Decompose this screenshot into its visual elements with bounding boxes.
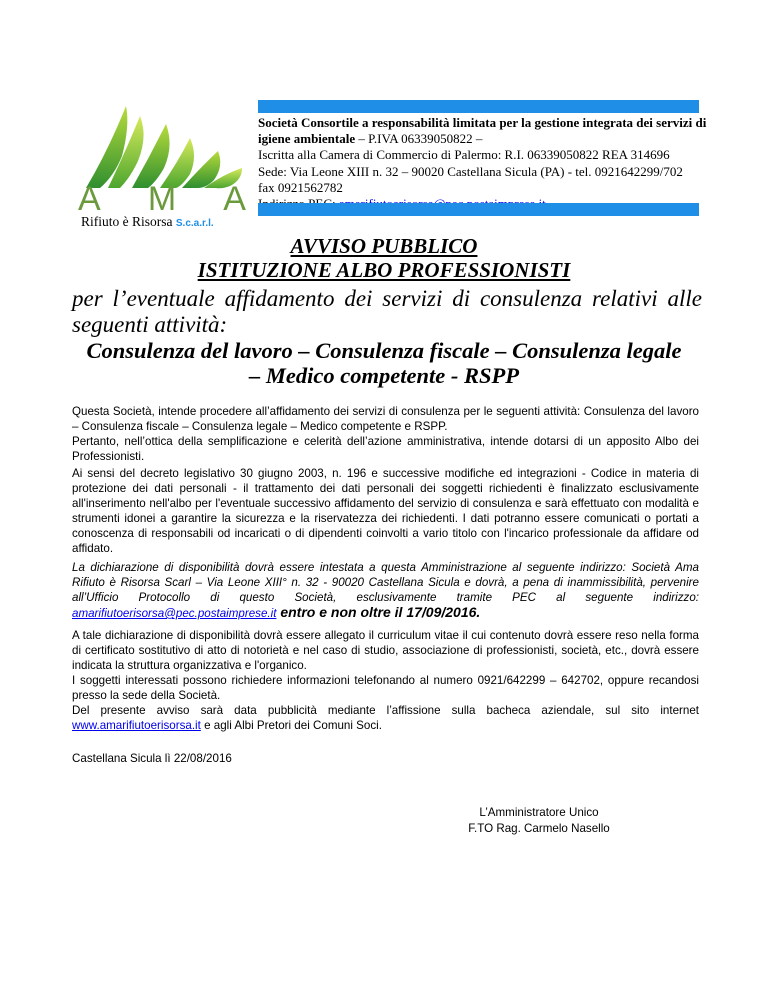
- deadline-text: entro e non oltre il 17/09/2016.: [276, 604, 481, 620]
- notice-purpose: per l’eventuale affidamento dei servizi di consulenza relativi alle seguenti attività:: [72, 286, 702, 337]
- paragraph-intro: [72, 404, 699, 464]
- paragraph-requirements: [72, 628, 699, 733]
- company-fax: fax 0921562782: [258, 179, 343, 195]
- website-link[interactable]: www.amarifiutoerisorsa.it: [72, 719, 201, 732]
- paragraph-text: I soggetti interessati possono richiedere informazioni telefonando al numero 0921/642299 – 642702, oppure recandosi presso la sede della Società.: [72, 674, 699, 702]
- logo-letter: A: [223, 180, 248, 218]
- logo-tagline-text: Rifiuto è Risorsa: [81, 214, 173, 229]
- signatory-role: L’Amministratore Unico: [479, 806, 599, 819]
- submission-email-link[interactable]: amarifiutoerisorsa@pec.postaimprese.it: [72, 607, 277, 620]
- logo-tagline: [81, 214, 214, 230]
- signatory-name: F.TO Rag. Carmelo Nasello: [468, 822, 610, 835]
- page-title: AVVISO PUBBLICO: [290, 234, 478, 258]
- paragraph-text: [72, 703, 699, 733]
- paragraph-text: La dichiarazione di disponibilità dovrà essere intestata a questa Amministrazione al seguente indirizzo: Società Ama Rifiuto è Risorsa Scarl – Via Leone XIII° n. 32 - 90020 Castellana Sicula e dovrà, a pena di inammissibilità, pervenire all’Ufficio Protocollo di questo Società, esclusivamente tramite PEC al seguente indirizzo:: [72, 561, 699, 604]
- services-list: [60, 338, 708, 388]
- services-line: Consulenza del lavoro – Consulenza fiscale – Consulenza legale: [86, 338, 682, 363]
- paragraph-text: Questa Società, intende procedere all’affidamento dei servizi di consulenza per le seguenti attività: Consulenza del lavoro – Consulenza fiscale – Consulenza legale – Medico competente e RSPP.: [72, 405, 699, 433]
- logo-tagline-suffix: S.c.a.r.l.: [175, 218, 214, 229]
- company-line: [258, 131, 718, 147]
- company-address: Sede: Via Leone XIII n. 32 – 90020 Castellana Sicula (PA) - tel. 0921642299/702: [258, 163, 683, 179]
- header-bottom-bar: [258, 203, 699, 216]
- paragraph-text: A tale dichiarazione di disponibilità dovrà essere allegato il curriculum vitae il cui contenuto dovrà essere reso nella forma di certificato sostitutivo di atto di notorietà e nel caso di studio, associazione di professionisti, società, etc., dovrà essere indicata la struttura organizzativa e l'organico.: [72, 629, 699, 672]
- services-line: – Medico competente - RSPP: [249, 363, 519, 388]
- logo-letter: A: [78, 180, 103, 218]
- company-vat: – P.IVA 06339050822 –: [358, 131, 483, 147]
- header-top-bar: [258, 100, 699, 113]
- place-date: Castellana Sicula lì 22/08/2016: [72, 752, 232, 765]
- paragraph-submission: [72, 560, 699, 621]
- company-registry: Iscritta alla Camera di Commercio di Palermo: R.I. 06339050822 REA 314696: [258, 147, 670, 163]
- company-line: Società Consortile a responsabilità limitata per la gestione integrata dei servizi di: [258, 115, 707, 130]
- page-subtitle-heading: ISTITUZIONE ALBO PROFESSIONISTI: [197, 258, 571, 282]
- publicity-text-end: e agli Albi Pretori dei Comuni Soci.: [200, 719, 382, 732]
- paragraph-privacy: Ai sensi del decreto legislativo 30 giugno 2003, n. 196 e successive modifiche ed integrazioni - Codice in materia di protezione dei dati personali - il trattamento dei dati personali dei soggetti richiedenti è finalizzato esclusivamente all'inserimento nell'albo per l'eventuale successivo affidamento del servizio di consulenza e sarà effettuato con modalità e strumenti idonei a garantire la sicurezza e la riservatezza dei richiedenti. I dati potranno essere comunicati o portati a conoscenza di responsabili od incaricati o di dipendenti coinvolti a vario titolo con l'incarico professionale da affidare od affidato.: [72, 467, 699, 555]
- ama-logo: [78, 96, 248, 236]
- company-activity: igiene ambientale: [258, 131, 356, 147]
- publicity-text: Del presente avviso sarà data pubblicità mediante l’affissione sulla bacheca aziendale, sul sito internet: [72, 704, 699, 717]
- company-info: [258, 115, 718, 212]
- logo-letter: M: [147, 180, 179, 218]
- signature-block: [444, 805, 634, 837]
- paragraph-text: Pertanto, nell’ottica della semplificazione e celerità dell’azione amministrativa, intende dotarsi di un apposito Albo dei Professionisti.: [72, 435, 699, 463]
